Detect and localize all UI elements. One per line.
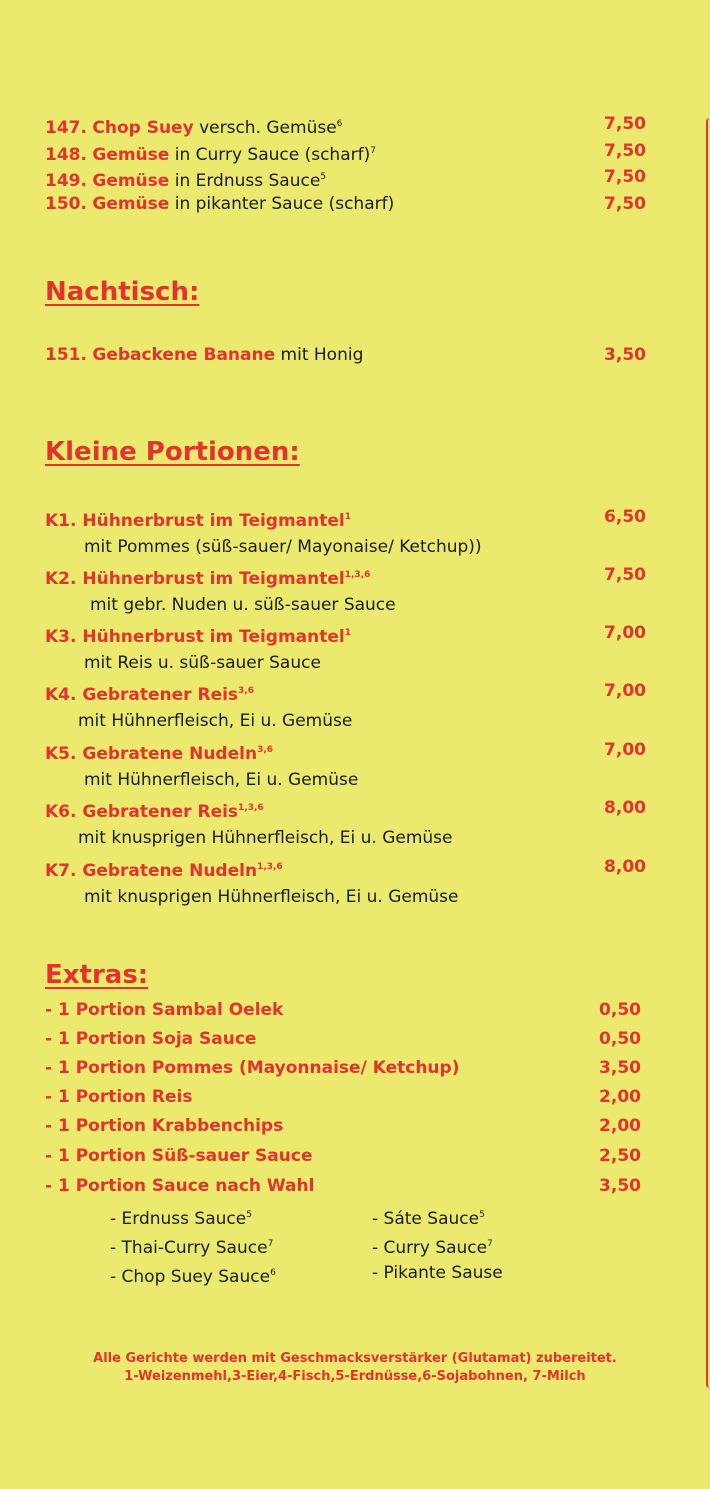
section-heading-kleine-portionen: Kleine Portionen:	[45, 437, 300, 467]
item-description-k5: mit Hühnerfleisch, Ei u. Gemüse	[84, 770, 359, 790]
extra-item	[45, 1175, 641, 1197]
item-number: 150.	[45, 194, 87, 214]
item-name: Gebackene Banane	[92, 345, 276, 365]
sauce-name: - Sáte Sauce	[372, 1209, 480, 1229]
extra-price: 2,00	[599, 1087, 641, 1107]
menu-item-149	[45, 166, 646, 192]
sauce-option	[372, 1233, 493, 1259]
extra-name: - 1 Portion Soja Sauce	[45, 1029, 257, 1049]
item-number: 151.	[45, 345, 87, 365]
allergen-note: 5	[246, 1210, 252, 1220]
item-name: K7. Gebratene Nudeln	[45, 861, 258, 881]
allergen-note: 7	[487, 1239, 493, 1249]
item-description-k3: mit Reis u. süß-sauer Sauce	[84, 653, 321, 673]
sauce-option	[110, 1233, 273, 1259]
sauce-option	[110, 1204, 252, 1230]
item-description-k6: mit knusprigen Hühnerfleisch, Ei u. Gemüse	[78, 828, 453, 848]
extra-price: 3,50	[599, 1176, 641, 1196]
item-price: 7,50	[604, 565, 646, 585]
extra-price: 0,50	[599, 1000, 641, 1020]
extra-name: - 1 Portion Sambal Oelek	[45, 1000, 284, 1020]
allergen-note: 7	[370, 146, 376, 156]
item-name: Gemüse	[92, 171, 170, 191]
item-name: K3. Hühnerbrust im Teigmantel	[45, 627, 345, 647]
item-price: 8,00	[604, 798, 646, 818]
item-name: Chop Suey	[92, 118, 194, 138]
item-price: 6,50	[604, 507, 646, 527]
item-name: K1. Hühnerbrust im Teigmantel	[45, 511, 345, 531]
sauce-name: - Pikante Sause	[372, 1263, 503, 1283]
extra-item	[45, 1086, 641, 1108]
allergen-note: 6	[336, 119, 343, 129]
menu-item-k7	[45, 856, 646, 882]
item-name: Gemüse	[92, 194, 170, 214]
sauce-name: - Thai-Curry Sauce	[110, 1238, 268, 1258]
extra-item	[45, 1057, 641, 1079]
sauce-name: - Erdnuss Sauce	[110, 1209, 247, 1229]
extra-price: 2,50	[599, 1146, 641, 1166]
allergen-note: 3,6	[257, 745, 274, 755]
item-number: 149.	[45, 171, 87, 191]
extra-item	[45, 999, 641, 1021]
item-name: K5. Gebratene Nudeln	[45, 744, 258, 764]
menu-item-147	[45, 113, 646, 139]
item-description: in Erdnuss Sauce	[174, 171, 321, 191]
allergen-note: 1	[344, 628, 352, 638]
item-price: 3,50	[604, 345, 646, 365]
extra-item	[45, 1028, 641, 1050]
item-price: 7,50	[604, 167, 646, 187]
item-price: 7,50	[604, 114, 646, 134]
allergen-note: 1,3,6	[238, 803, 264, 813]
footer-note-glutamat: Alle Gerichte werden mit Geschmacksverstärker (Glutamat) zubereitet.	[93, 1351, 617, 1366]
allergen-note: 5	[479, 1210, 485, 1220]
item-description: in Curry Sauce (scharf)	[174, 145, 371, 165]
extra-name: - 1 Portion Reis	[45, 1087, 193, 1107]
section-heading-extras: Extras:	[45, 960, 149, 990]
extra-price: 0,50	[599, 1029, 641, 1049]
page-edge-border	[706, 118, 710, 1388]
item-description-k2: mit gebr. Nuden u. süß-sauer Sauce	[90, 595, 396, 615]
menu-item-k5	[45, 739, 646, 765]
allergen-note: 5	[320, 172, 327, 182]
item-price: 7,00	[604, 623, 646, 643]
item-price: 7,00	[604, 681, 646, 701]
sauce-name: - Curry Sauce	[372, 1238, 488, 1258]
sauce-option	[372, 1204, 485, 1230]
item-description-k1: mit Pommes (süß-sauer/ Mayonaise/ Ketchup))	[84, 537, 482, 557]
sauce-option	[372, 1262, 503, 1284]
section-heading-nachtisch: Nachtisch:	[45, 277, 200, 307]
item-description: in pikanter Sauce (scharf)	[174, 194, 395, 214]
sauce-option	[110, 1262, 276, 1288]
item-price: 8,00	[604, 857, 646, 877]
item-price: 7,00	[604, 740, 646, 760]
extra-item	[45, 1115, 641, 1137]
item-description: mit Honig	[280, 345, 364, 365]
item-description-k7: mit knusprigen Hühnerfleisch, Ei u. Gemüse	[84, 887, 459, 907]
sauce-name: - Chop Suey Sauce	[110, 1267, 271, 1287]
allergen-note: 1,3,6	[344, 570, 371, 580]
item-name: Gemüse	[92, 145, 170, 165]
item-number: 147.	[45, 118, 87, 138]
allergen-note: 6	[270, 1268, 276, 1278]
extra-name: - 1 Portion Süß-sauer Sauce	[45, 1146, 313, 1166]
item-description: versch. Gemüse	[199, 118, 337, 138]
item-price: 7,50	[604, 141, 646, 161]
menu-item-k3	[45, 622, 646, 648]
menu-item-k2	[45, 564, 646, 590]
item-description-k4: mit Hühnerfleisch, Ei u. Gemüse	[78, 711, 353, 731]
menu-item-k4	[45, 680, 646, 706]
extra-name: - 1 Portion Sauce nach Wahl	[45, 1176, 315, 1196]
allergen-note: 1	[344, 512, 352, 522]
menu-item-148	[45, 140, 646, 166]
item-name: K2. Hühnerbrust im Teigmantel	[45, 569, 345, 589]
extra-price: 3,50	[599, 1058, 641, 1078]
menu-item-151	[45, 344, 646, 366]
allergen-note: 1,3,6	[257, 862, 283, 872]
item-number: 148.	[45, 145, 87, 165]
allergen-note: 3,6	[238, 686, 254, 696]
extra-price: 2,00	[599, 1116, 641, 1136]
footer-note-allergens: 1-Weizenmehl,3-Eier,4-Fisch,5-Erdnüsse,6-Sojabohnen, 7-Milch	[124, 1369, 586, 1384]
extra-item	[45, 1145, 641, 1167]
item-name: K4. Gebratener Reis	[45, 685, 239, 705]
extra-name: - 1 Portion Pommes (Mayonnaise/ Ketchup)	[45, 1058, 460, 1078]
extra-name: - 1 Portion Krabbenchips	[45, 1116, 284, 1136]
menu-item-150	[45, 193, 646, 215]
item-price: 7,50	[604, 194, 646, 214]
item-name: K6. Gebratener Reis	[45, 802, 239, 822]
menu-item-k1	[45, 506, 646, 532]
menu-item-k6	[45, 797, 646, 823]
allergen-note: 7	[267, 1239, 274, 1249]
